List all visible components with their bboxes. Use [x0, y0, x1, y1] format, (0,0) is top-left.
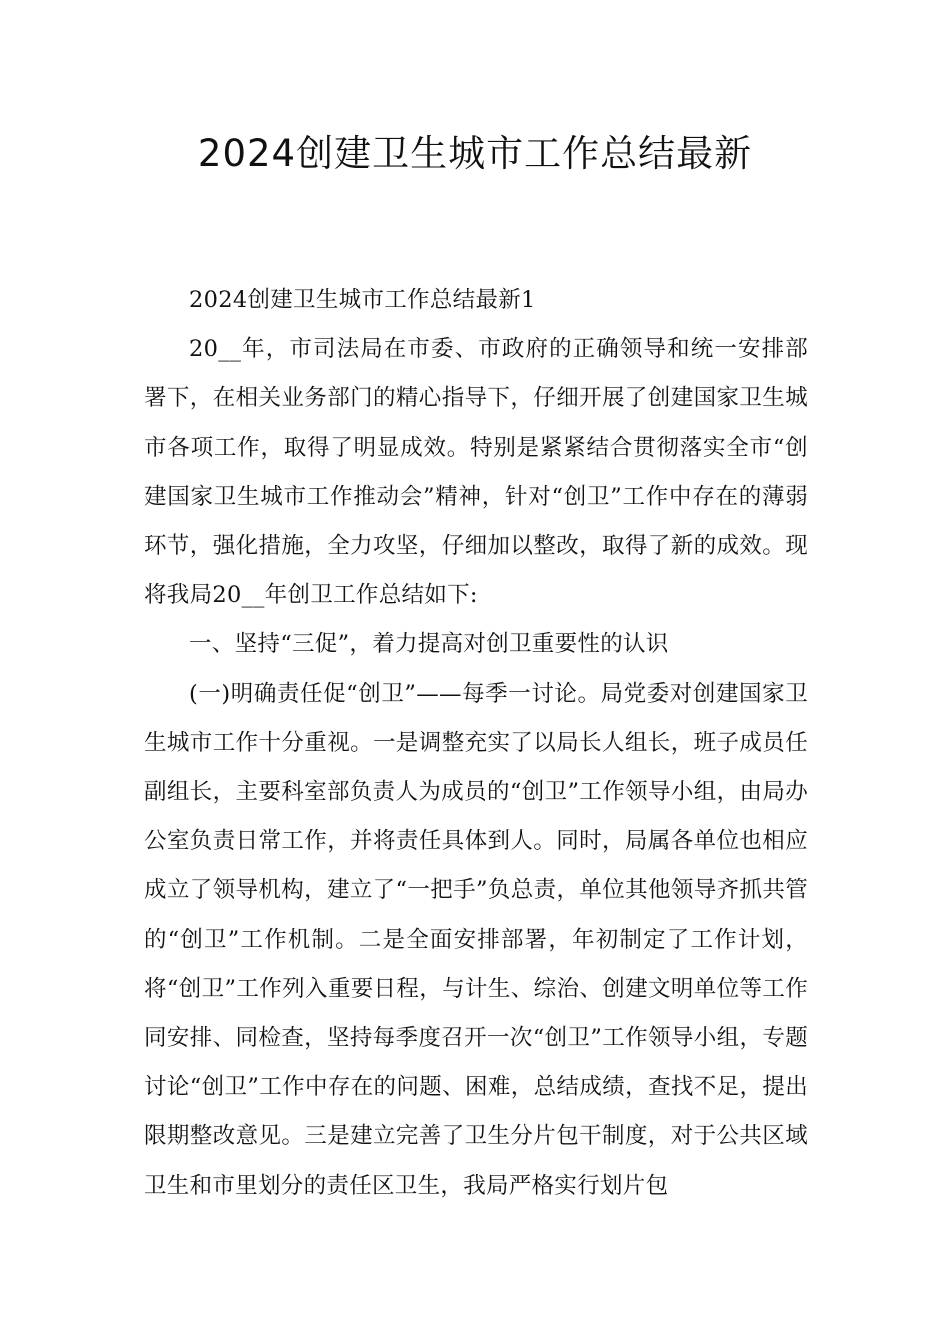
paragraph-intro: 20__年，市司法局在市委、市政府的正确领导和统一安排部署下，在相关业务部门的精心指导下，仔细开展了创建国家卫生城市各项工作，取得了明显成效。特别是紧紧结合贯彻落实全市“创建国家卫生城市工作推动会”精神，针对“创卫”工作中存在的薄弱环节，强化措施，全力攻坚，仔细加以整改，取得了新的成效。现将我局20__年创卫工作总结如下:	[144, 336, 808, 609]
section-heading-1: 一、坚持“三促”，着力提高对创卫重要性的认识	[189, 631, 669, 658]
paragraph-responsibility: (一)明确责任促“创卫”——每季一讨论。局党委对创建国家卫生城市工作十分重视。一是调整充实了以局长人组长，班子成员任副组长，主要科室部负责人为成员的“创卫”工作领导小组，由局办公室负责日常工作，并将责任具体到人。同时，局属各单位也相应成立了领导机构，建立了“一把手”负总责，单位其他领导齐抓共管的“创卫”工作机制。二是全面安排部署，年初制定了工作计划，将“创卫”工作列入重要日程，与计生、综治、创建文明单位等工作同安排、同检查，坚持每季度召开一次“创卫”工作领导小组，专题讨论“创卫”工作中存在的问题、困难，总结成绩，查找不足，提出限期整改意见。三是建立完善了卫生分片包干制度，对于公共区域卫生和市里划分的责任区卫生，我局严格实行划片包	[144, 680, 808, 1199]
document-title: 2024创建卫生城市工作总结最新	[197, 132, 753, 175]
document-body	[144, 276, 808, 1211]
section-subtitle: 2024创建卫生城市工作总结最新1	[189, 287, 536, 313]
